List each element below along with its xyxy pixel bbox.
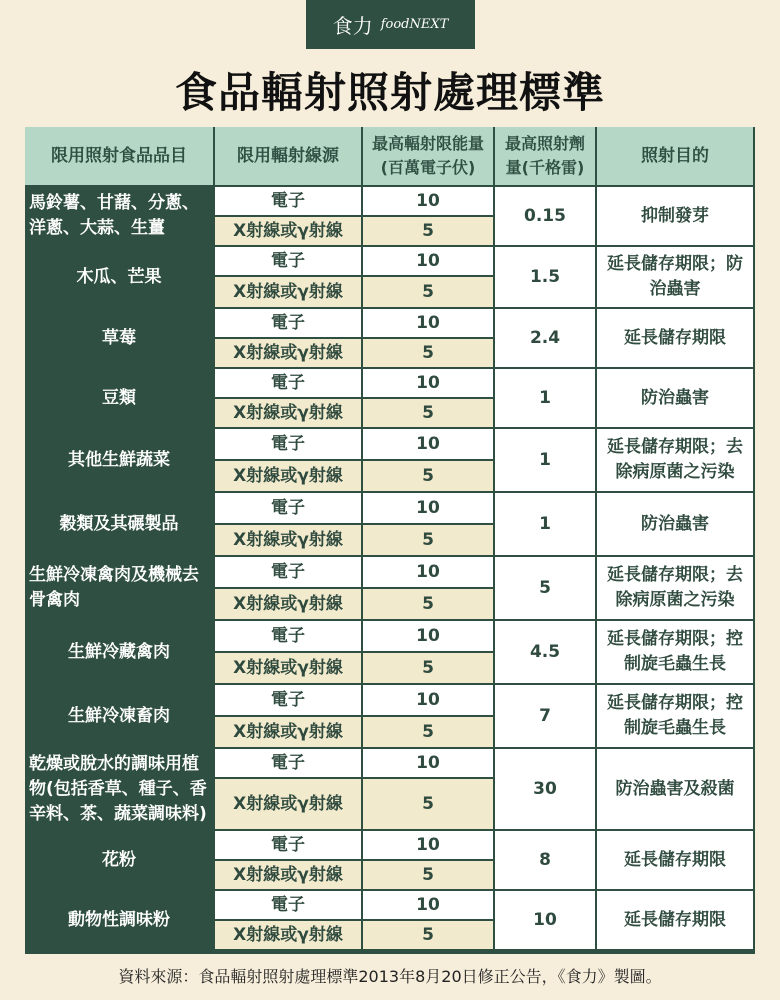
source-electron-cell: 電子 bbox=[215, 749, 361, 777]
purpose-cell: 延長儲存期限 bbox=[597, 309, 753, 367]
max-dose-cell: 0.15 bbox=[495, 187, 595, 245]
logo-english: foodNEXT bbox=[380, 17, 449, 32]
food-item-cell: 花粉 bbox=[25, 831, 213, 889]
max-dose-cell: 2.4 bbox=[495, 309, 595, 367]
purpose-cell: 防治蟲害 bbox=[597, 493, 753, 555]
max-dose-cell: 10 bbox=[495, 891, 595, 949]
source-electron-cell: 電子 bbox=[215, 831, 361, 859]
logo-chinese: 食力 bbox=[332, 14, 373, 38]
energy-electron-cell: 10 bbox=[363, 621, 493, 651]
source-electron-cell: 電子 bbox=[215, 557, 361, 587]
foodnext-logo bbox=[306, 0, 475, 49]
purpose-cell: 延長儲存期限；去除病原菌之污染 bbox=[597, 429, 753, 491]
purpose-cell: 延長儲存期限；去除病原菌之污染 bbox=[597, 557, 753, 619]
max-dose-cell: 5 bbox=[495, 557, 595, 619]
purpose-cell: 延長儲存期限；防治蟲害 bbox=[597, 247, 753, 307]
energy-electron-cell: 10 bbox=[363, 685, 493, 715]
header-purpose: 照射目的 bbox=[597, 127, 753, 185]
max-dose-cell: 1.5 bbox=[495, 247, 595, 307]
max-dose-cell: 30 bbox=[495, 749, 595, 829]
energy-xray-gamma-cell: 5 bbox=[363, 217, 493, 245]
food-item-cell: 其他生鮮蔬菜 bbox=[25, 429, 213, 491]
max-dose-cell: 1 bbox=[495, 429, 595, 491]
energy-xray-gamma-cell: 5 bbox=[363, 779, 493, 829]
source-xray-gamma-cell: X射線或γ射線 bbox=[215, 921, 361, 949]
max-dose-cell: 4.5 bbox=[495, 621, 595, 683]
food-item-cell: 乾燥或脫水的調味用植物(包括香草、種子、香辛料、茶、蔬菜調味料) bbox=[25, 749, 213, 829]
energy-xray-gamma-cell: 5 bbox=[363, 399, 493, 427]
food-item-cell: 木瓜、芒果 bbox=[25, 247, 213, 307]
source-electron-cell: 電子 bbox=[215, 685, 361, 715]
source-xray-gamma-cell: X射線或γ射線 bbox=[215, 717, 361, 747]
max-dose-cell: 1 bbox=[495, 369, 595, 427]
energy-electron-cell: 10 bbox=[363, 749, 493, 777]
page-title: 食品輻射照射處理標準 bbox=[174, 68, 605, 117]
energy-xray-gamma-cell: 5 bbox=[363, 277, 493, 307]
food-item-cell: 草莓 bbox=[25, 309, 213, 367]
energy-electron-cell: 10 bbox=[363, 493, 493, 523]
energy-xray-gamma-cell: 5 bbox=[363, 525, 493, 555]
source-electron-cell: 電子 bbox=[215, 429, 361, 459]
source-xray-gamma-cell: X射線或γ射線 bbox=[215, 461, 361, 491]
purpose-cell: 防治蟲害 bbox=[597, 369, 753, 427]
source-note: 資料來源：食品輻射照射處理標準2013年8月20日修正公告，《食力》製圖。 bbox=[118, 967, 662, 986]
energy-xray-gamma-cell: 5 bbox=[363, 717, 493, 747]
source-electron-cell: 電子 bbox=[215, 187, 361, 215]
source-xray-gamma-cell: X射線或γ射線 bbox=[215, 779, 361, 829]
source-xray-gamma-cell: X射線或γ射線 bbox=[215, 653, 361, 683]
source-electron-cell: 電子 bbox=[215, 621, 361, 651]
irradiation-standards-table bbox=[25, 127, 755, 954]
energy-xray-gamma-cell: 5 bbox=[363, 339, 493, 367]
energy-xray-gamma-cell: 5 bbox=[363, 461, 493, 491]
source-xray-gamma-cell: X射線或γ射線 bbox=[215, 399, 361, 427]
energy-xray-gamma-cell: 5 bbox=[363, 921, 493, 949]
source-xray-gamma-cell: X射線或γ射線 bbox=[215, 277, 361, 307]
purpose-cell: 延長儲存期限 bbox=[597, 891, 753, 949]
header-max-energy: 最高輻射限能量(百萬電子伏) bbox=[363, 127, 493, 185]
source-electron-cell: 電子 bbox=[215, 891, 361, 919]
energy-electron-cell: 10 bbox=[363, 309, 493, 337]
source-xray-gamma-cell: X射線或γ射線 bbox=[215, 861, 361, 889]
energy-electron-cell: 10 bbox=[363, 187, 493, 215]
food-item-cell: 生鮮冷凍畜肉 bbox=[25, 685, 213, 747]
purpose-cell: 延長儲存期限 bbox=[597, 831, 753, 889]
source-xray-gamma-cell: X射線或γ射線 bbox=[215, 217, 361, 245]
source-electron-cell: 電子 bbox=[215, 493, 361, 523]
energy-xray-gamma-cell: 5 bbox=[363, 861, 493, 889]
source-electron-cell: 電子 bbox=[215, 247, 361, 275]
source-electron-cell: 電子 bbox=[215, 309, 361, 337]
food-item-cell: 馬鈴薯、甘藷、分蔥、洋蔥、大蒜、生薑 bbox=[25, 187, 213, 245]
source-xray-gamma-cell: X射線或γ射線 bbox=[215, 339, 361, 367]
food-item-cell: 生鮮冷凍禽肉及機械去骨禽肉 bbox=[25, 557, 213, 619]
food-item-cell: 生鮮冷藏禽肉 bbox=[25, 621, 213, 683]
food-item-cell: 穀類及其碾製品 bbox=[25, 493, 213, 555]
header-food-items: 限用照射食品品目 bbox=[25, 127, 213, 185]
food-item-cell: 豆類 bbox=[25, 369, 213, 427]
energy-electron-cell: 10 bbox=[363, 557, 493, 587]
source-xray-gamma-cell: X射線或γ射線 bbox=[215, 525, 361, 555]
source-electron-cell: 電子 bbox=[215, 369, 361, 397]
purpose-cell: 防治蟲害及殺菌 bbox=[597, 749, 753, 829]
food-item-cell: 動物性調味粉 bbox=[25, 891, 213, 949]
energy-electron-cell: 10 bbox=[363, 369, 493, 397]
energy-electron-cell: 10 bbox=[363, 429, 493, 459]
energy-electron-cell: 10 bbox=[363, 831, 493, 859]
header-radiation-source: 限用輻射線源 bbox=[215, 127, 361, 185]
purpose-cell: 延長儲存期限；控制旋毛蟲生長 bbox=[597, 685, 753, 747]
energy-electron-cell: 10 bbox=[363, 247, 493, 275]
max-dose-cell: 7 bbox=[495, 685, 595, 747]
max-dose-cell: 8 bbox=[495, 831, 595, 889]
source-xray-gamma-cell: X射線或γ射線 bbox=[215, 589, 361, 619]
energy-xray-gamma-cell: 5 bbox=[363, 589, 493, 619]
purpose-cell: 延長儲存期限；控制旋毛蟲生長 bbox=[597, 621, 753, 683]
energy-xray-gamma-cell: 5 bbox=[363, 653, 493, 683]
purpose-cell: 抑制發芽 bbox=[597, 187, 753, 245]
max-dose-cell: 1 bbox=[495, 493, 595, 555]
header-max-dose: 最高照射劑量(千格雷) bbox=[495, 127, 595, 185]
energy-electron-cell: 10 bbox=[363, 891, 493, 919]
